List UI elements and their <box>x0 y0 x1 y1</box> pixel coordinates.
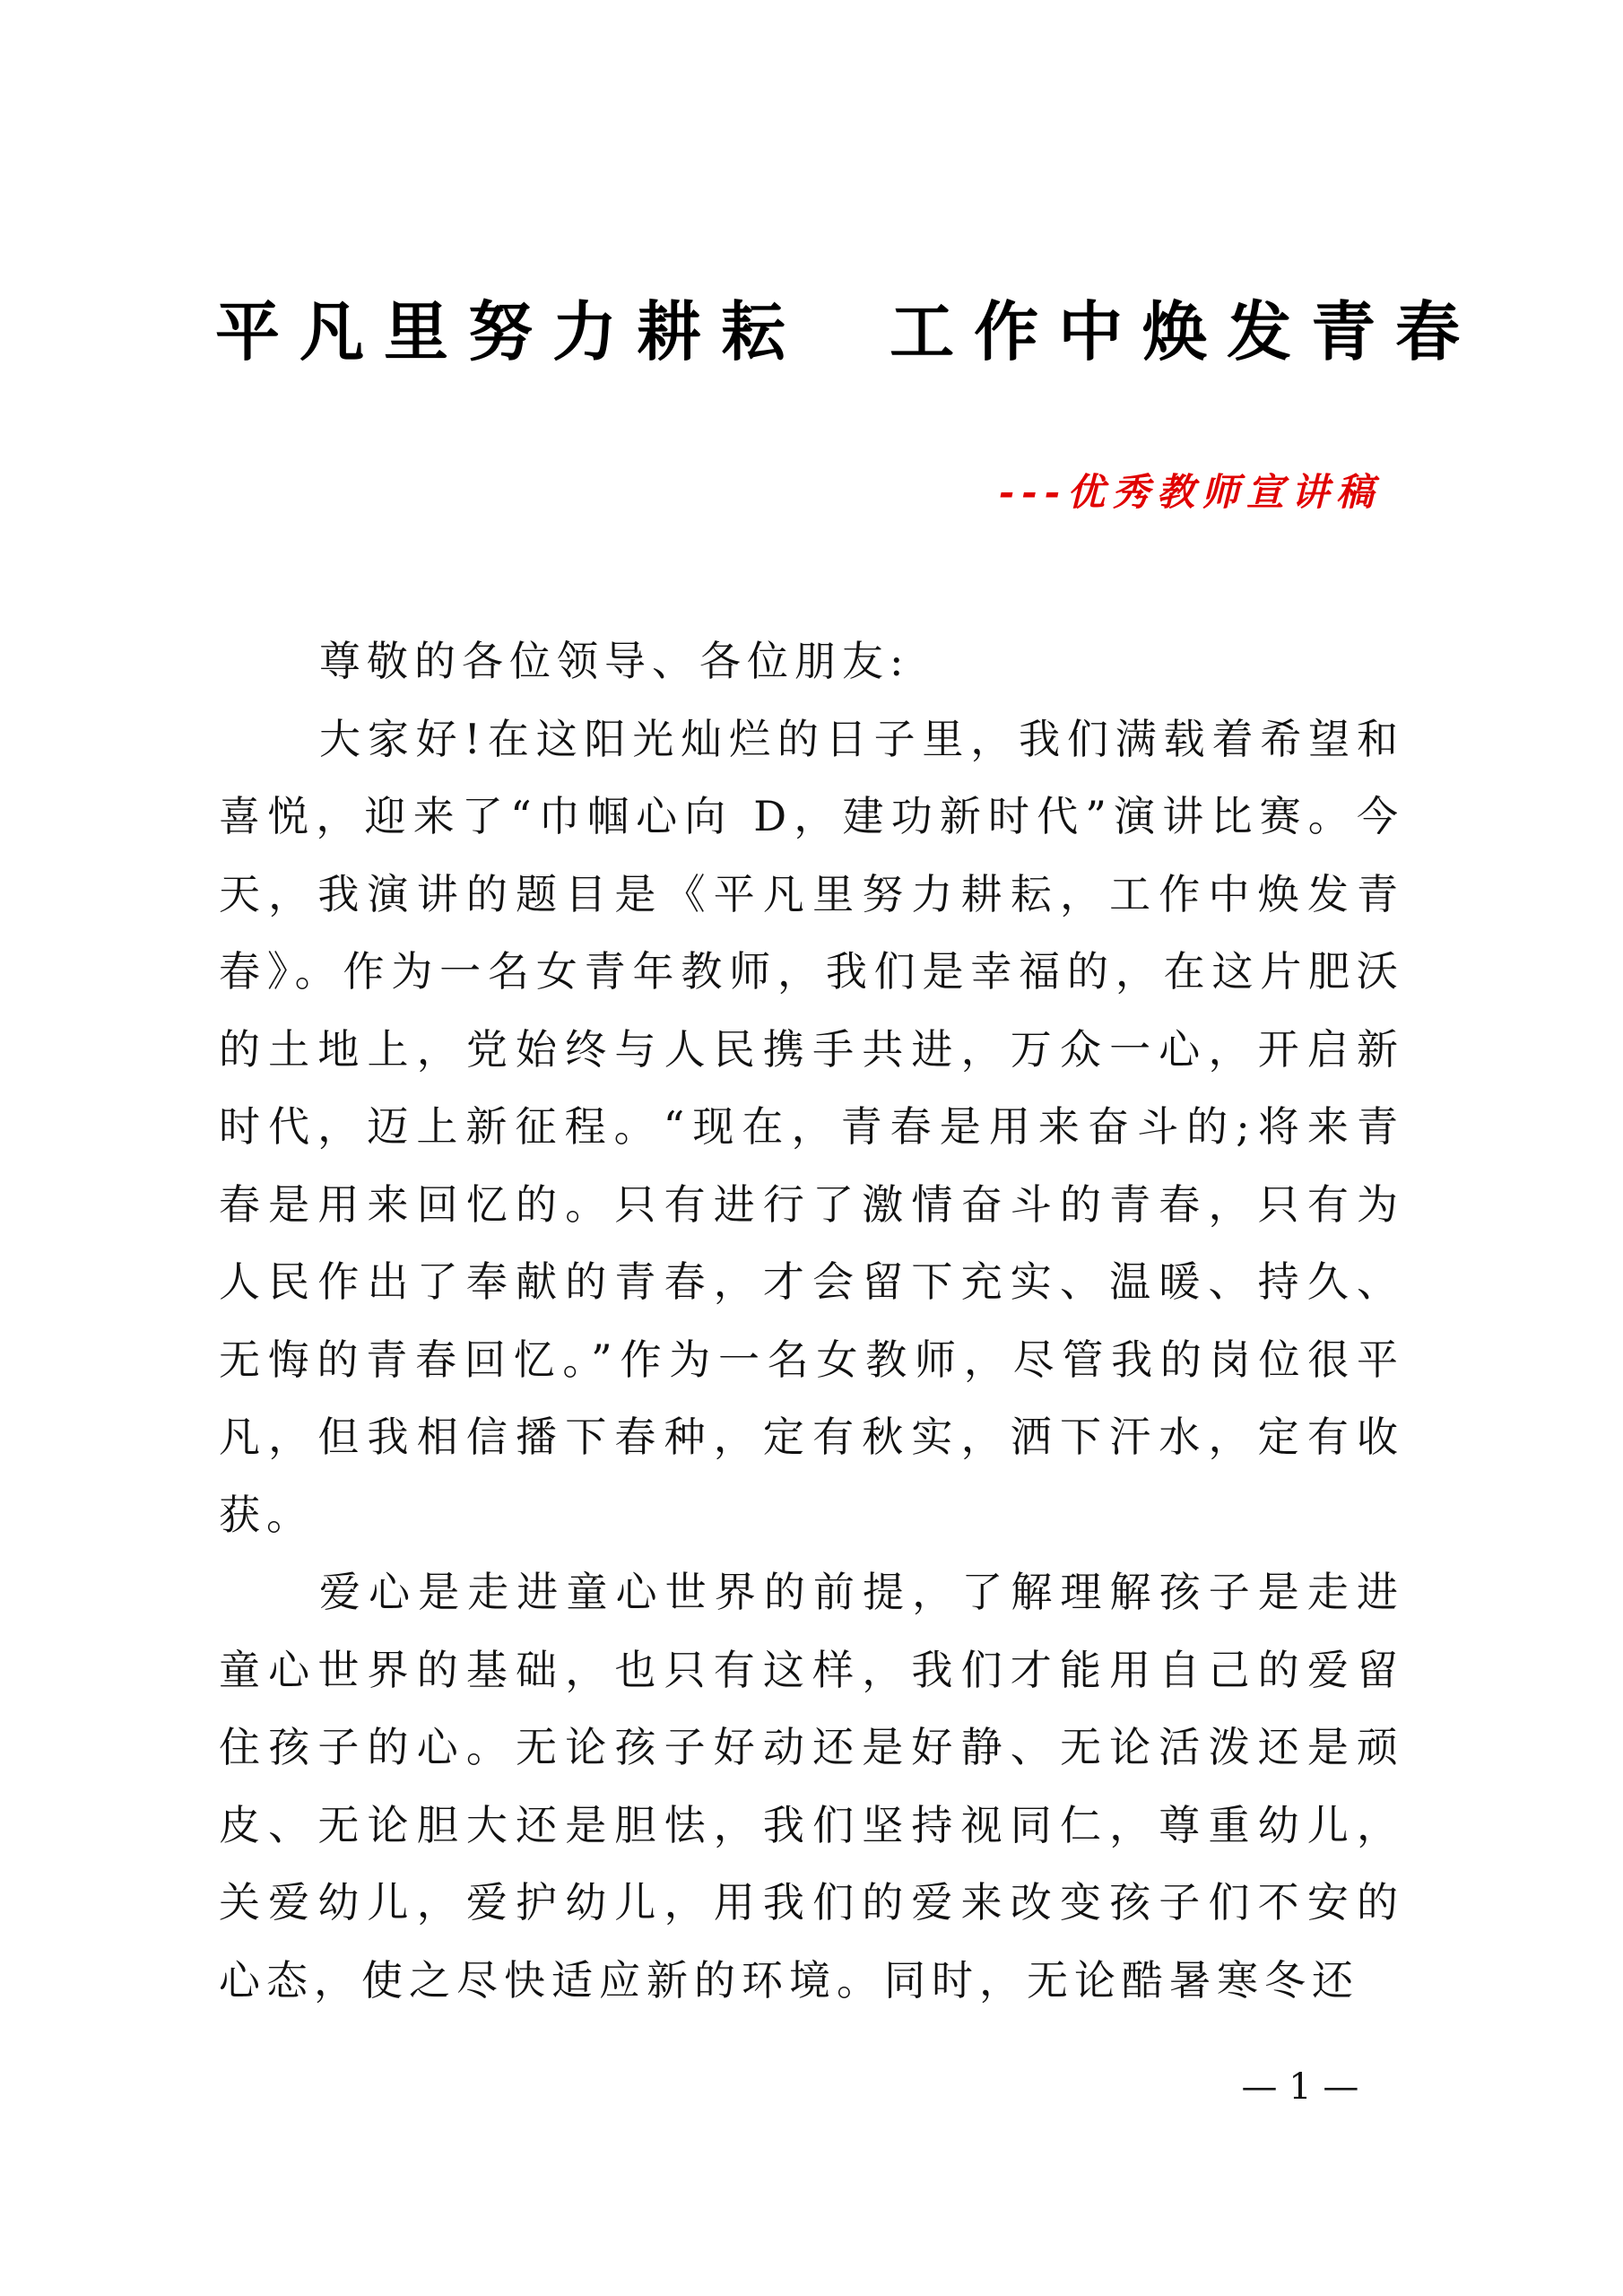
paragraph: 爱心是走进童心世界的前提，了解理解孩子是走进童心世界的基础，也只有这样，我们才能用自己的爱留住孩子的心。无论孩子好动还是好静、无论活泼还是顽皮、无论胆大还是胆怯，我们坚持视同仁，尊重幼儿，关爱幼儿，爱护幼儿，用我们的爱来改变孩子们不安的心态，使之尽快适应新的环境。同时，无论酷暑寒冬还 <box>219 1568 1404 2005</box>
document-subtitle: ---优秀教师宣讲稿 <box>998 470 1381 514</box>
document-title: 平凡里努力耕耘 工作中焕发青春 <box>215 293 1480 370</box>
document-body <box>219 622 1404 2019</box>
page-number: — 1 — <box>1241 2066 1359 2108</box>
paragraph: 大家好!在这阳光灿烂的日子里，我们满载着希望和喜悦，迎来了“巾帼心向 D，建功新时代”演讲比赛。今天，我演讲的题目是《平凡里努力耕耘，工作中焕发青春》。作为一名女青年教师，我们是幸福的，在这片肥沃的土地上，党始终与人民携手共进，万众一心，开启新时代，迈上新征程。“现在，青春是用来奋斗的;将来青春是用来回忆的。只有进行了激情奋斗的青春，只有为人民作出了奉献的青春，才会留下充实、温暖、持久、无悔的青春回忆。”作为一名女教师，尽管我的岗位很平凡，但我相信播下春种，定有秋实，洒下汗水，定有收获。 <box>219 714 1404 1539</box>
paragraph-salutation: 尊敬的各位领导、各位朋友: <box>319 637 910 685</box>
